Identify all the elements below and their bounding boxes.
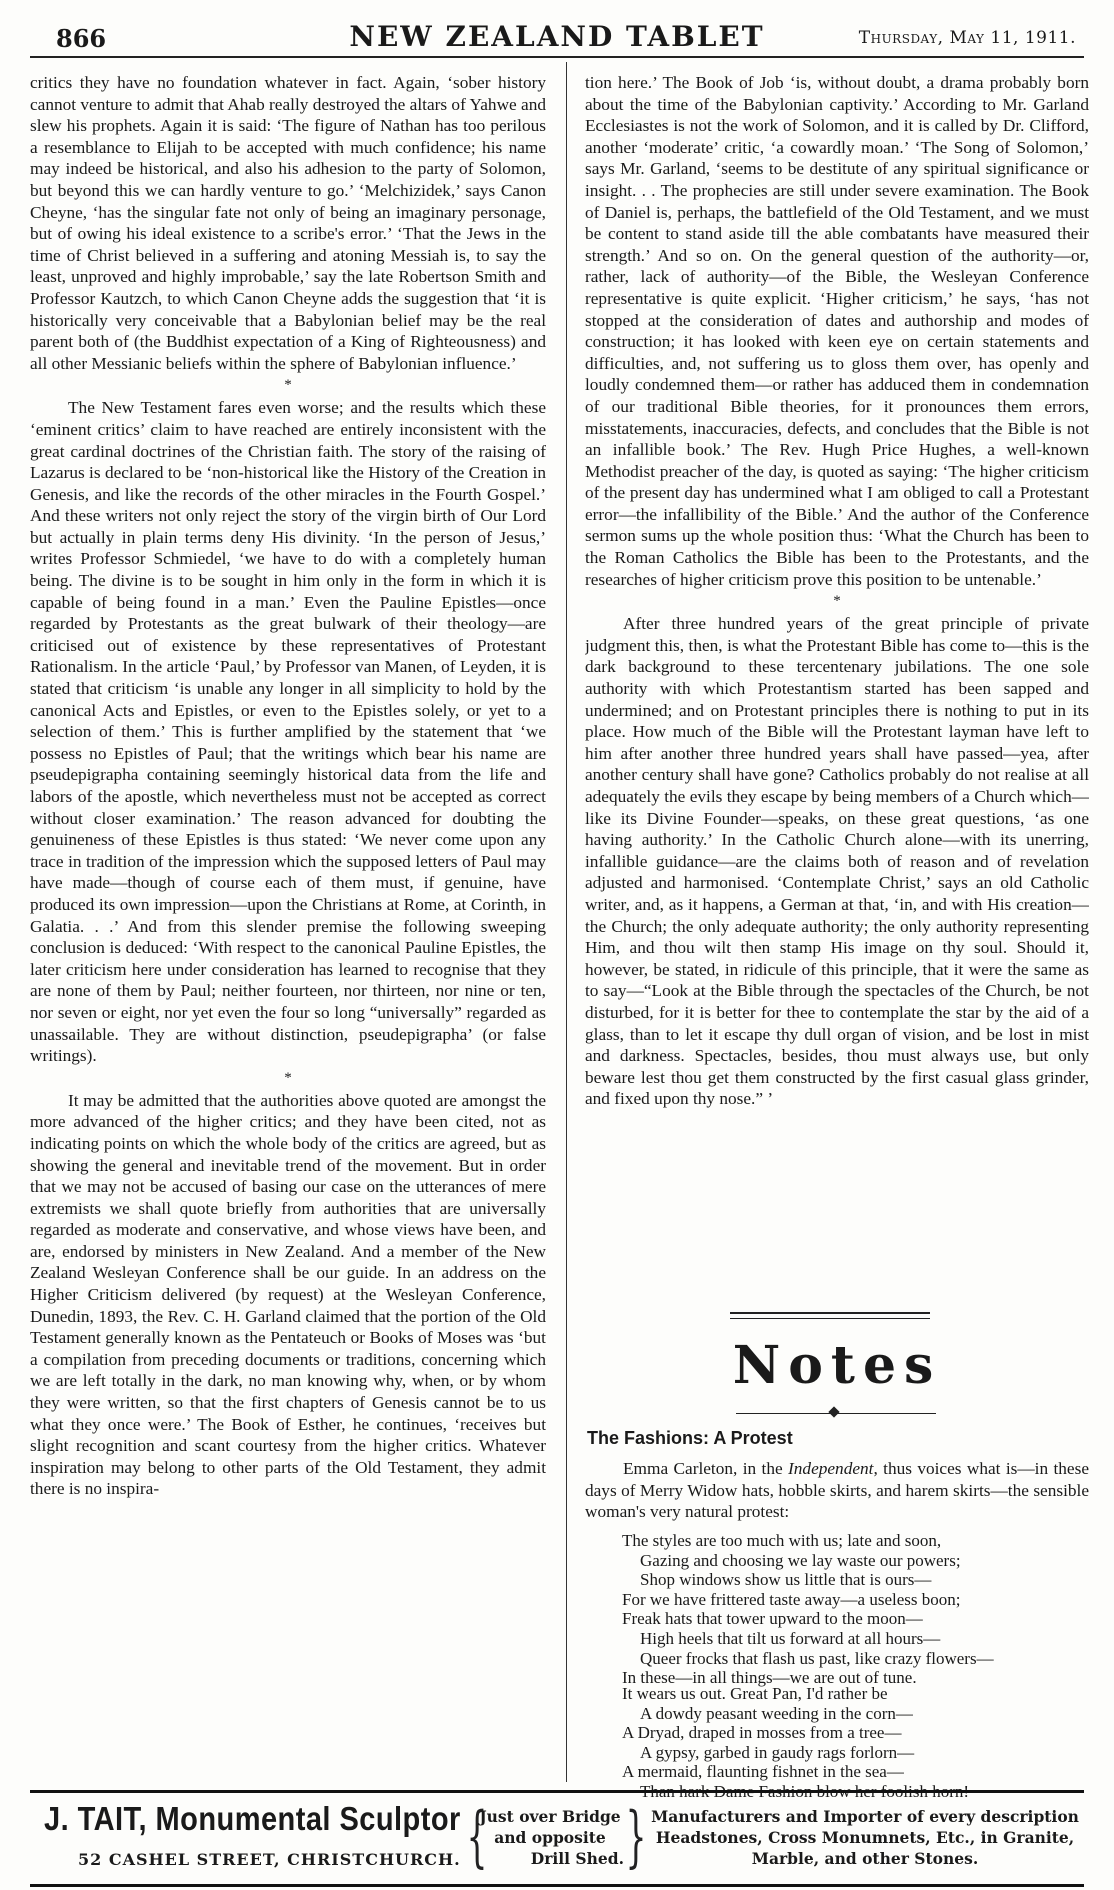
poem-line: Than hark Dame Fashion blow her foolish horn! [640, 1781, 970, 1801]
masthead [30, 18, 1084, 54]
poem-line: In these—in all things—we are out of tune. [622, 1668, 917, 1688]
notes-rule [730, 1312, 930, 1314]
issue-date: Thursday, May 11, 1911. [858, 28, 1076, 48]
article-paragraph: tion here.’ The Book of Job ‘is, without doubt, a drama probably born about the time of the Babylonian captivity.’ According to Mr. Garland Ecclesiastes is not the work of Solomon, and it is called by Dr. Clifford, another ‘moderate’ critic, ‘a cowardly moan.’ ‘The Song of Solomon,’ says Mr. Garland, ‘seems to be destitute of any spiritual significance or insight. . . The prophecies are still under severe examination. The Book of Daniel is, perhaps, the battlefield of the Old Testament, and we must be content to stand aside till the able combatants have measured their strength.’ And so on. On the general question of the authority—or, rather, lack of authority—of the Bible, the Wesleyan Conference representative is quite explicit. ‘Higher criticism,’ he says, ‘has not stopped at the consideration of dates and authorship and modes of construction; it has looked with keen eye on certain statements and difficulties, and, not suffering us to gloss them over, has openly and loudly condemned them—or rather has adduced them in condemnation of our traditional Bible theories, for it pronounces them errors, misstatements, inaccuracies, defects, and concludes that the Bible is not an infallible book.’ The Rev. Hugh Price Hughes, a well-known Methodist preacher of the day, is quoted as saying: ‘The higher criticism of the present day has undermined what I am obliged to call a Protestant error—the infallibility of the Bible.’ And the author of the Conference sermon sums up the whole position thus: ‘What the Church has been to the Roman Catholics the Bible has been to the Protestants, and the researches of higher criticism prove this position to be untenable.’ [585, 73, 1089, 589]
page-number: 866 [56, 24, 107, 53]
poem-line: For we have frittered taste away—a useless boon; [622, 1589, 961, 1609]
section-separator: * [833, 593, 841, 610]
publication-name: Independent [788, 1459, 874, 1478]
notes-rule [730, 1318, 930, 1319]
advertiser-location: Just over Bridge and opposite Drill Shed. [479, 1807, 624, 1868]
article-paragraph: The New Testament fares even worse; and the results which these ‘eminent critics’ claim to have reached are entirely inconsistent with the great cardinal doctrines of the Christian faith. The story of the raising of Lazarus is declared to be ‘non-historical like the History of the Creation in Genesis, and like the records of the other miracles in the Fourth Gospel.’ And these writers not only reject the story of the virgin birth of Our Lord but actually in plain terms deny His divinity. ‘In the person of Jesus,’ writes Professor Schmiedel, ‘we have to do with a completely human being. The divine is to be sought in him only in the form in which it is capable of being found in a man.’ Even the Pauline Epistles—once regarded by Protestants as the great bulwark of their theology—are criticised out of existence by these representatives of Protestant Rationalism. In the article ‘Paul,’ by Professor van Manen, of Leyden, it is stated that criticism ‘is unable any longer in all simplicity to hold by the canonical Acts and Epistles, or even to the Epistles solely, or yet to a selection of them.’ This is further amplified by the statement that ‘we possess no Epistles of Paul; that the writings which bear his name are pseudepigrapha containing seemingly historical data from the life and labors of the apostle, which nevertheless must not be accepted as correct without closer examination.’ The reason advanced for doubting the genuineness of these Epistles is thus stated: ‘We never come upon any trace in tradition of the impression which the supposed letters of Paul may have made—though of course each of them must, if genuine, have produced its own impression—upon the Christians at Rome, at Corinth, in Galatia. . .’ And from this slender premise the following sweeping conclusion is deduced: ‘With respect to the canonical Pauline Epistles, the later criticism here under consideration has learned to recognise that they are none of them by Paul; neither fourteen, nor thirteen, nor nine or ten, nor seven or eight, nor yet even the four so long “universally” regarded as unassailable. They are without distinction, pseudepigrapha’ (or false writings). [30, 398, 546, 1066]
advertiser-name: J. TAIT, Monumental Sculptor [44, 1800, 461, 1837]
brace-ornament: } [625, 1798, 647, 1875]
poem-line: A gypsy, garbed in gaudy rags forlorn— [640, 1742, 915, 1762]
section-separator: * [284, 1069, 292, 1086]
masthead-rule [30, 56, 1084, 58]
poem-line: A Dryad, draped in mosses from a tree— [622, 1723, 902, 1743]
article-paragraph: critics they have no foundation whatever in fact. Again, ‘sober history cannot venture to admit that Ahab really destroyed the altars of Yahwe and slew his prophets. Again it is said: ‘The figure of Nathan has too perilous a resemblance to Elijah to be accepted with much confidence; his name may indeed be historical, and also his adhesion to the party of Solomon, but beyond this we can hardly venture to go.’ ‘Melchizidek,’ says Canon Cheyne, ‘has the singular fate not only of being an imaginary personage, but of owing his ideal existence to a scribe's error.’ ‘That the Jews in the time of Christ believed in a suffering and atoning Messiah is, to say the least, unproved and highly improbable,’ say the late Robertson Smith and Professor Kautzch, to which Canon Cheyne adds the suggestion that ‘it is historically very conceivable that a Babylonian belief may be the real parent both of (the Buddhist expectation of a King of Righteousness) and all other Messianic beliefs within the sphere of Babylonian influence.’ [30, 73, 546, 373]
poem-stanza [622, 1684, 1092, 1802]
poem-line: A mermaid, flaunting fishnet in the sea— [622, 1762, 904, 1782]
poem-line: A dowdy peasant weeding in the corn— [640, 1703, 913, 1723]
notes-section-title: Notes [732, 1335, 942, 1396]
ornament-divider [736, 1408, 936, 1418]
section-separator: * [284, 377, 292, 394]
poem-line: Freak hats that tower upward to the moon— [622, 1609, 923, 1629]
advertisement-rule [30, 1884, 1084, 1887]
left-column [30, 72, 546, 1772]
poem-line: The styles are too much with us; late and soon, [622, 1531, 942, 1550]
poem-line: It wears us out. Great Pan, I'd rather be [622, 1684, 888, 1703]
notes-intro-paragraph: Emma Carleton, in the Independent, thus voices what is—in these days of Merry Widow hats, hobble skirts, and harem skirts—the sensible woman's very natural protest: [585, 1459, 1089, 1522]
article-paragraph: After three hundred years of the great principle of private judgment this, then, is what the Protestant Bible has come to—this is the dark background to these tercentenary jubilations. The one sole authority with which Protestantism started has been sapped and undermined; and on Protestant principles there is nothing to put in its place. How much of the Bible will the Protestant layman have left to him after another three hundred years shall have passed—yea, after another century shall have gone? Catholics probably do not realise at all adequately the evils they escape by being members of a Church which—like its Divine Founder—speaks, on these great questions, ‘as one having authority.’ In the Catholic Church alone—with its unerring, infallible guidance—are the claims both of reason and of revelation adjusted and harmonised. ‘Contemplate Christ,’ says an old Catholic writer, and, as it happens, a German at that, ‘in, and with His creation—the Church; the only adequate authority; the only authority representing Him, and thou wilt then stamp His image on thy soul. Should it, however, be stated, in ridicule of this principle, that it were the same as to say—“Look at the Bible through the spectacles of the Church, be not disturbed, for it is better for thee to contemplate the star by the aid of a glass, than to let it escape thy dull organ of vision, and be lost in mist and darkness. Spectacles, besides, thou must always use, but only beware lest thou get them constructed by the first casual glass grinder, and fixed upon thy nose.” ’ [585, 614, 1089, 1109]
article-paragraph: It may be admitted that the authorities above quoted are amongst the more advanced of the higher critics; and they have been cited, not as indicating points on which the whole body of the critics are agreed, but as showing the general and inevitable trend of the movement. But in order that we may not be accused of basing our case on the utterances of mere extremists we shall quote briefly from authorities that are universally regarded as moderate and conservative, and whose views have been, and are, endorsed by ministers in New Zealand. And a member of the New Zealand Wesleyan Conference shall be our guide. In an address on the Higher Criticism delivered (by request) at the Wesleyan Conference, Dunedin, 1893, the Rev. C. H. Garland claimed that the portion of the Old Testament generally known as the Pentateuch or Books of Moses was ‘but a compilation from preceding documents or traditions, concerning which we are left totally in the dark, no man knowing why, when, or by whom they were written, so that the first chapters of Genesis cannot be to us what they once were.’ The Book of Esther, he continues, ‘receives but slight recognition and scant courtesy from the higher critics. Whatever inspiration may belong to other parts of the Old Testament, they admit there is no inspira- [30, 1090, 546, 1499]
advertisement-rule [30, 1790, 1084, 1793]
poem-line: Shop windows show us little that is ours— [640, 1570, 932, 1590]
poem-line: Gazing and choosing we lay waste our powers; [640, 1550, 961, 1570]
brace-ornament: { [466, 1798, 488, 1875]
poem-line: High heels that tilt us forward at all hours— [640, 1628, 941, 1648]
notes-article-heading: The Fashions: A Protest [587, 1428, 793, 1448]
advertiser-description: Manufacturers and Importer of every description Headstones, Cross Monumnets, Etc., in Granite, Marble, and other Stones. [651, 1807, 1079, 1868]
poem-stanza [622, 1531, 1092, 1688]
column-divider [566, 62, 567, 1782]
advertiser-address: 52 CASHEL STREET, CHRISTCHURCH. [78, 1850, 461, 1869]
poem-line: Queer frocks that flash us past, like crazy flowers— [640, 1648, 994, 1668]
newspaper-title: NEW ZEALAND TABLET [349, 20, 765, 53]
